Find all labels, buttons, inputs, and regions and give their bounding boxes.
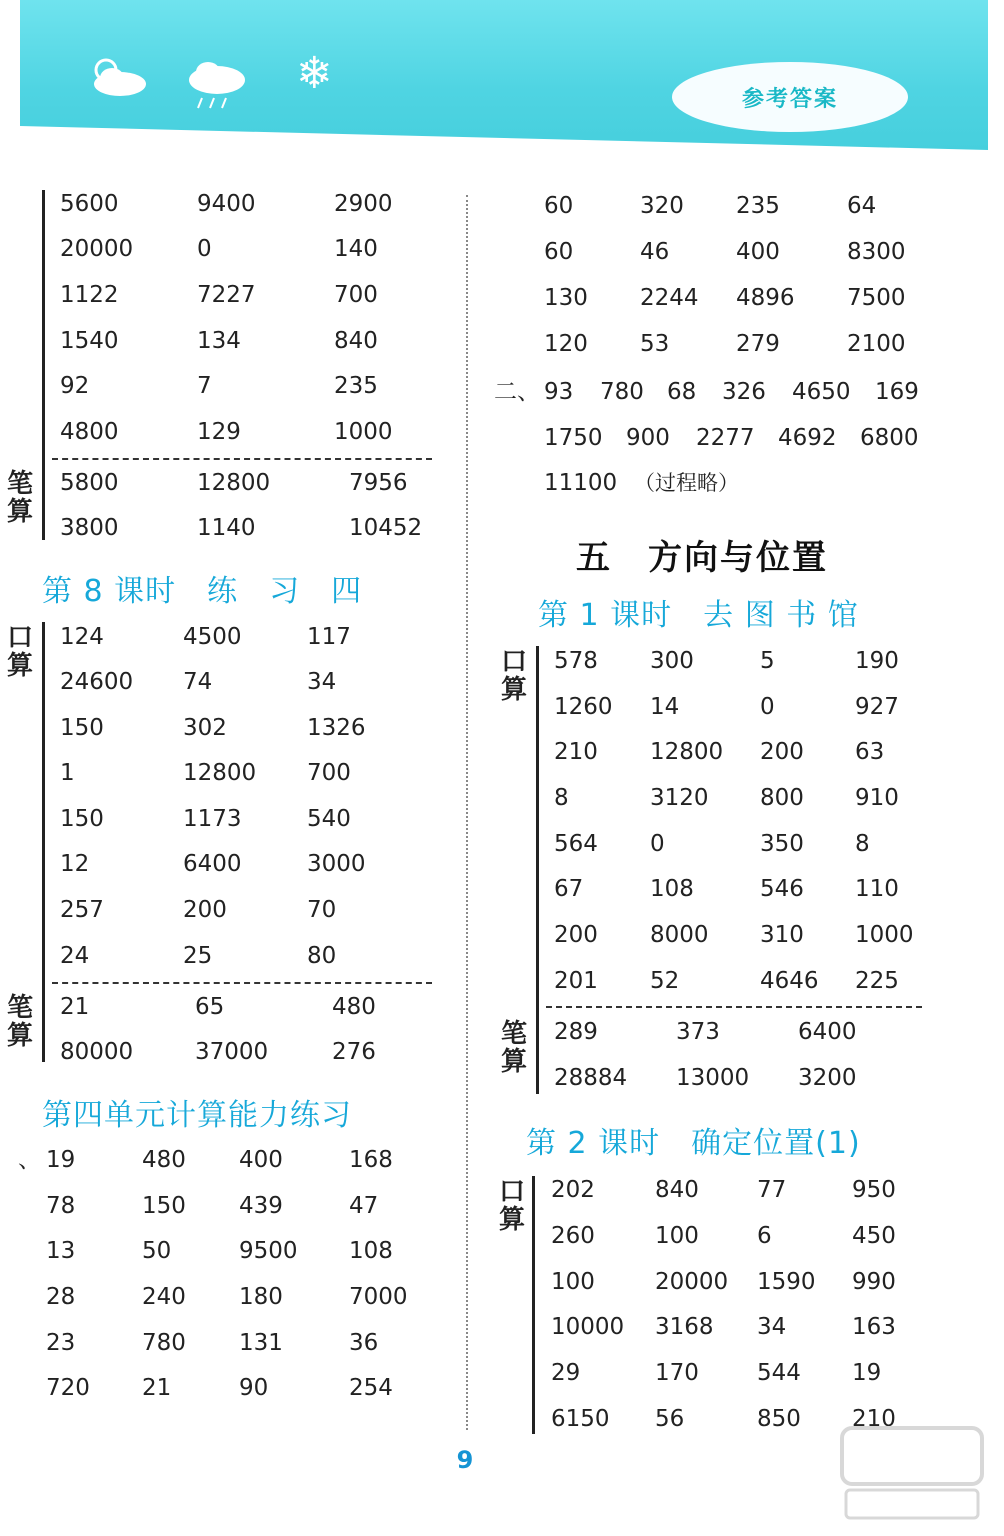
cell: 28 <box>46 1284 76 1310</box>
cell: 400 <box>736 239 780 265</box>
cell: 279 <box>736 331 780 357</box>
cell: 439 <box>239 1193 283 1219</box>
cell: 6 <box>757 1223 772 1249</box>
cell: 1122 <box>60 282 119 308</box>
dashed-separator <box>52 458 432 460</box>
cell: 120 <box>544 331 588 357</box>
cell: 4500 <box>183 624 242 650</box>
cell: 8300 <box>847 239 906 265</box>
cell: 720 <box>46 1375 90 1401</box>
cell: 134 <box>197 328 241 354</box>
cell: 300 <box>650 648 694 674</box>
cell: 544 <box>757 1360 801 1386</box>
cell: 310 <box>760 922 804 948</box>
cell: 12800 <box>650 739 724 765</box>
cell: 46 <box>640 239 670 265</box>
cell: 950 <box>852 1177 896 1203</box>
lesson1-title: 第 1 课时 去 图 书 馆 <box>538 598 859 633</box>
cell: 9400 <box>197 191 256 217</box>
cell: 0 <box>760 694 775 720</box>
cell: 34 <box>757 1314 787 1340</box>
cell: 900 <box>626 425 670 451</box>
cell: 700 <box>307 760 351 786</box>
unit5-title: 五 方向与位置 <box>576 538 828 578</box>
cell: 60 <box>544 239 574 265</box>
cell: 260 <box>551 1223 595 1249</box>
cell: 3168 <box>655 1314 714 1340</box>
cell: 1173 <box>183 806 242 832</box>
cell: 24600 <box>60 669 134 695</box>
cell: 210 <box>852 1406 896 1432</box>
cell: 25 <box>183 943 213 969</box>
cell: 1140 <box>197 515 256 541</box>
written-label: 笔 算 <box>500 1019 527 1077</box>
item-marker: 、 <box>18 1147 41 1173</box>
cloud-sun-icon <box>84 52 150 98</box>
dashed-separator <box>52 982 432 984</box>
cell: 5 <box>760 648 775 674</box>
page-number: 9 <box>456 1446 474 1474</box>
lesson8-title: 第 8 课时 练 习 四 <box>42 574 363 609</box>
answer-key-tag: 参考答案 <box>672 62 908 132</box>
process-omitted-note: （过程略） <box>634 471 739 495</box>
cell: 168 <box>349 1147 393 1173</box>
cell: 2900 <box>334 191 393 217</box>
cell: 52 <box>650 968 680 994</box>
cell: 2277 <box>696 425 755 451</box>
cell: 8000 <box>650 922 709 948</box>
cell: 21 <box>60 994 90 1020</box>
cell: 124 <box>60 624 104 650</box>
cell: 36 <box>349 1330 379 1356</box>
cell: 910 <box>855 785 899 811</box>
cell: 235 <box>334 373 378 399</box>
cell: 4650 <box>792 379 851 405</box>
cell: 53 <box>640 331 670 357</box>
cell: 80000 <box>60 1039 134 1065</box>
cell: 780 <box>142 1330 186 1356</box>
cell: 170 <box>655 1360 699 1386</box>
cell: 1326 <box>307 715 366 741</box>
cell: 67 <box>554 876 584 902</box>
oral-label: 口 算 <box>498 1177 525 1235</box>
cell: 5800 <box>60 470 119 496</box>
cell: 3800 <box>60 515 119 541</box>
written-label: 笔 算 <box>6 469 33 527</box>
cell: 56 <box>655 1406 685 1432</box>
cell: 6400 <box>798 1019 857 1045</box>
cell: 74 <box>183 669 213 695</box>
cell: 201 <box>554 968 598 994</box>
cell: 927 <box>855 694 899 720</box>
cell: 3120 <box>650 785 709 811</box>
cell: 20000 <box>655 1269 729 1295</box>
cell: 131 <box>239 1330 283 1356</box>
cell: 21 <box>142 1375 172 1401</box>
cell: 23 <box>46 1330 76 1356</box>
cell: 6400 <box>183 851 242 877</box>
cell: 13000 <box>676 1065 750 1091</box>
cell: 63 <box>855 739 885 765</box>
cell: 37000 <box>195 1039 269 1065</box>
cell: 150 <box>60 806 104 832</box>
cell: 564 <box>554 831 598 857</box>
cell: 100 <box>551 1269 595 1295</box>
cell: 3000 <box>307 851 366 877</box>
cell: 320 <box>640 193 684 219</box>
item-marker: 二、 <box>494 379 540 405</box>
cell: 840 <box>334 328 378 354</box>
cell: 2100 <box>847 331 906 357</box>
cell: 1 <box>60 760 75 786</box>
cell: 578 <box>554 648 598 674</box>
cell: 480 <box>142 1147 186 1173</box>
cell: 68 <box>667 379 697 405</box>
cell: 0 <box>650 831 665 857</box>
cell: 7000 <box>349 1284 408 1310</box>
oral-label: 口 算 <box>6 623 33 681</box>
cell: 350 <box>760 831 804 857</box>
cell: 11100 <box>544 470 618 496</box>
cell: 202 <box>551 1177 595 1203</box>
cell: 100 <box>655 1223 699 1249</box>
cell: 225 <box>855 968 899 994</box>
cell: 1540 <box>60 328 119 354</box>
cell: 7500 <box>847 285 906 311</box>
cell: 8 <box>554 785 569 811</box>
cell: 254 <box>349 1375 393 1401</box>
unit4-title: 第四单元计算能力练习 <box>42 1098 352 1133</box>
cell: 8 <box>855 831 870 857</box>
cell: 200 <box>183 897 227 923</box>
cell: 47 <box>349 1193 379 1219</box>
cell: 12800 <box>197 470 271 496</box>
cell: 2244 <box>640 285 699 311</box>
cell: 92 <box>60 373 90 399</box>
cell: 1000 <box>334 419 393 445</box>
cell: 4646 <box>760 968 819 994</box>
cell: 110 <box>855 876 899 902</box>
cell: 150 <box>60 715 104 741</box>
cell: 13 <box>46 1238 76 1264</box>
oral-bar <box>42 622 45 1062</box>
watermark-logo <box>832 1418 992 1528</box>
cell: 60 <box>544 193 574 219</box>
cell: 129 <box>197 419 241 445</box>
cell: 70 <box>307 897 337 923</box>
cell: 7227 <box>197 282 256 308</box>
cell: 9500 <box>239 1238 298 1264</box>
cell: 800 <box>760 785 804 811</box>
cell: 28884 <box>554 1065 628 1091</box>
cell: 10000 <box>551 1314 625 1340</box>
cell: 700 <box>334 282 378 308</box>
cell: 19 <box>46 1147 76 1173</box>
cell: 140 <box>334 236 378 262</box>
cell: 6150 <box>551 1406 610 1432</box>
cell: 130 <box>544 285 588 311</box>
lesson2-title: 第 2 课时 确定位置(1) <box>526 1126 861 1161</box>
cell: 450 <box>852 1223 896 1249</box>
cell: 6800 <box>860 425 919 451</box>
oral-bar <box>536 646 539 1094</box>
cell: 276 <box>332 1039 376 1065</box>
cell: 24 <box>60 943 90 969</box>
cell: 4692 <box>778 425 837 451</box>
cell: 78 <box>46 1193 76 1219</box>
cell: 5600 <box>60 191 119 217</box>
oral-label: 口 算 <box>500 647 527 705</box>
cell: 1260 <box>554 694 613 720</box>
cell: 1750 <box>544 425 603 451</box>
cell: 7 <box>197 373 212 399</box>
cell: 546 <box>760 876 804 902</box>
cell: 12800 <box>183 760 257 786</box>
dashed-separator <box>546 1006 922 1008</box>
cell: 840 <box>655 1177 699 1203</box>
cell: 1590 <box>757 1269 816 1295</box>
oral-bar <box>532 1176 535 1434</box>
cell: 19 <box>852 1360 882 1386</box>
cell: 117 <box>307 624 351 650</box>
cell: 326 <box>722 379 766 405</box>
cell: 108 <box>650 876 694 902</box>
cell: 1000 <box>855 922 914 948</box>
cell: 3200 <box>798 1065 857 1091</box>
written-label: 笔 算 <box>6 993 33 1051</box>
cell: 34 <box>307 669 337 695</box>
cell: 7956 <box>349 470 408 496</box>
cell: 780 <box>600 379 644 405</box>
cell: 4800 <box>60 419 119 445</box>
cell: 373 <box>676 1019 720 1045</box>
cell: 163 <box>852 1314 896 1340</box>
cell: 64 <box>847 193 877 219</box>
cell: 10452 <box>349 515 423 541</box>
cell: 240 <box>142 1284 186 1310</box>
cell: 235 <box>736 193 780 219</box>
cell: 480 <box>332 994 376 1020</box>
cell: 150 <box>142 1193 186 1219</box>
cell: 180 <box>239 1284 283 1310</box>
cell: 50 <box>142 1238 172 1264</box>
snowflake-icon: ❄ <box>296 48 333 99</box>
cell: 400 <box>239 1147 283 1173</box>
cloud-rain-icon <box>184 58 250 112</box>
cell: 0 <box>197 236 212 262</box>
cell: 14 <box>650 694 680 720</box>
cell: 4896 <box>736 285 795 311</box>
cell: 12 <box>60 851 90 877</box>
cell: 169 <box>875 379 919 405</box>
cell: 108 <box>349 1238 393 1264</box>
cell: 289 <box>554 1019 598 1045</box>
cell: 80 <box>307 943 337 969</box>
cell: 20000 <box>60 236 134 262</box>
cell: 77 <box>757 1177 787 1203</box>
cell: 200 <box>554 922 598 948</box>
oral-bar <box>42 190 45 540</box>
cell: 200 <box>760 739 804 765</box>
cell: 90 <box>239 1375 269 1401</box>
cell: 29 <box>551 1360 581 1386</box>
cell: 190 <box>855 648 899 674</box>
cell: 302 <box>183 715 227 741</box>
cell: 210 <box>554 739 598 765</box>
cell: 257 <box>60 897 104 923</box>
column-divider <box>466 195 468 1430</box>
cell: 850 <box>757 1406 801 1432</box>
cell: 65 <box>195 994 225 1020</box>
cell: 540 <box>307 806 351 832</box>
cell: 93 <box>544 379 574 405</box>
cell: 990 <box>852 1269 896 1295</box>
